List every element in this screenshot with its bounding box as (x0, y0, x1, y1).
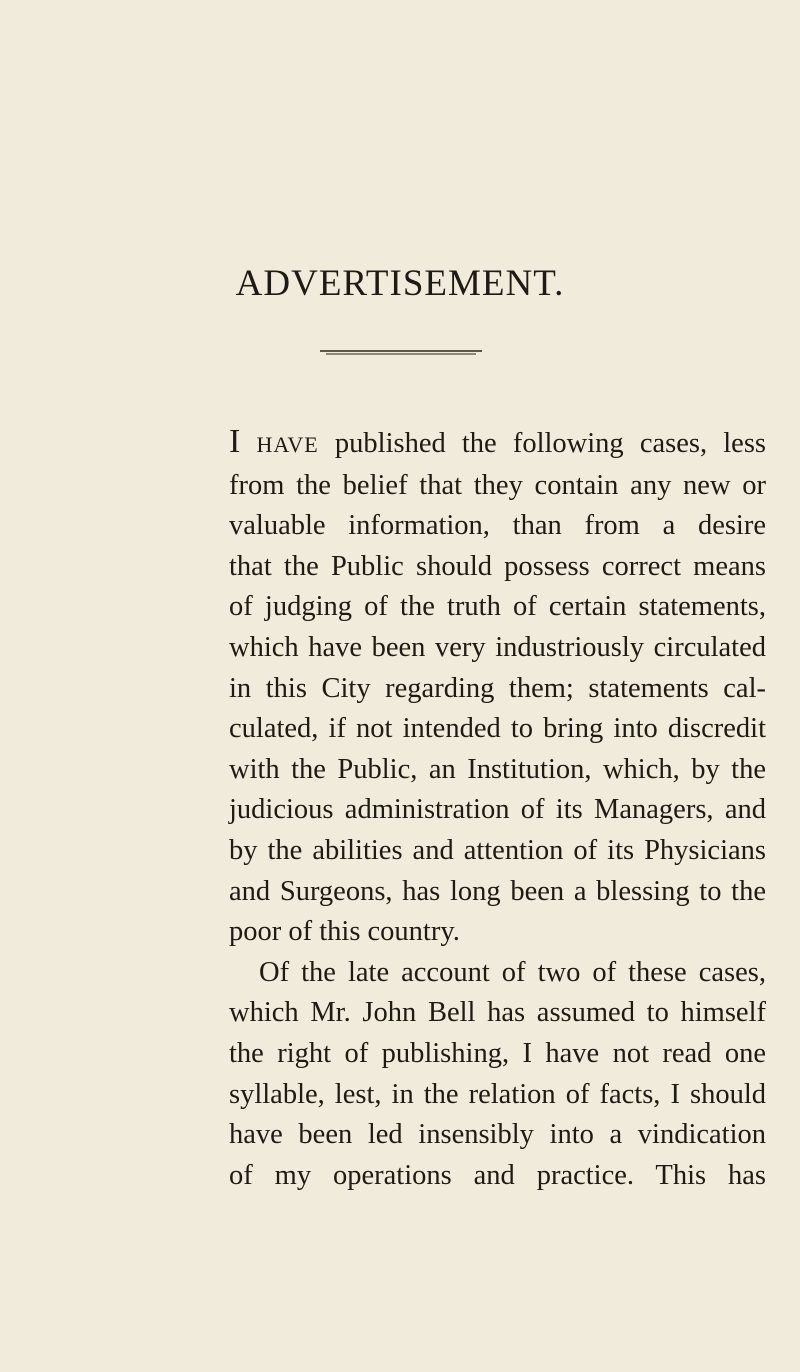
text-line: in this City regarding them; statements cal- (229, 672, 766, 704)
text-line: from the belief that they contain any new or (229, 469, 766, 501)
text-line: which have been very industriously circulated (229, 631, 766, 663)
text-line: the right of publishing, I have not read one (229, 1037, 766, 1069)
text-line: culated, if not intended to bring into discredit (229, 713, 766, 745)
text-line: have been led insensibly into a vindication (229, 1119, 766, 1151)
text-line: I HAVE published the following cases, less (229, 423, 766, 460)
small-caps-word: HAVE (256, 432, 319, 457)
text-line: by the abilities and attention of its Physicians (229, 834, 766, 866)
paragraph-1 (229, 422, 766, 953)
text-line: Of the late account of two of these cases, (259, 956, 766, 988)
decorative-rule (318, 349, 484, 356)
drop-cap: I (229, 423, 241, 460)
text-line: of judging of the truth of certain statements, (229, 591, 766, 623)
text-line: that the Public should possess correct means (229, 550, 766, 582)
paragraph-2 (229, 953, 766, 1197)
text-line: and Surgeons, has long been a blessing to the (229, 875, 766, 907)
text-line: syllable, lest, in the relation of facts, I should (229, 1078, 766, 1110)
text-line: judicious administration of its Managers, and (229, 794, 766, 826)
page-title: ADVERTISEMENT. (235, 263, 565, 304)
text-line: valuable information, than from a desire (229, 510, 766, 542)
text-line: poor of this country. (229, 916, 460, 948)
body-text (229, 422, 766, 1196)
text-line: with the Public, an Institution, which, by the (229, 753, 766, 785)
text-line: which Mr. John Bell has assumed to himself (229, 997, 766, 1029)
text-line: of my operations and practice. This has (229, 1159, 766, 1191)
